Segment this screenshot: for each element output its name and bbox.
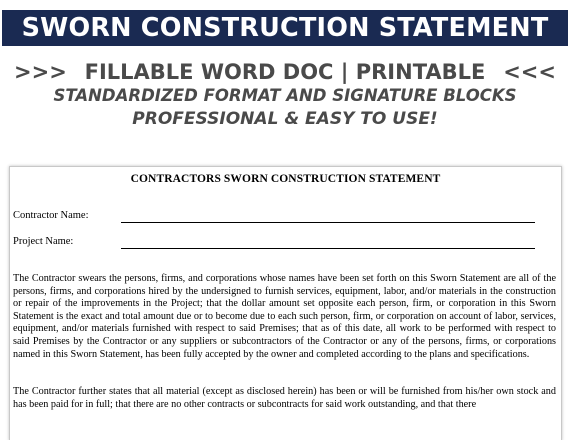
- document-title: CONTRACTORS SWORN CONSTRUCTION STATEMENT: [130, 173, 441, 185]
- document-preview: [9, 166, 562, 440]
- contractor-name-label: Contractor Name:: [13, 210, 89, 221]
- project-name-line: [121, 248, 535, 249]
- tagline-right-arrows: <<<: [503, 60, 556, 84]
- tagline-left-arrows: >>>: [14, 60, 67, 84]
- project-name-label: Project Name:: [13, 236, 74, 247]
- tagline: [0, 57, 570, 87]
- banner-title: SWORN CONSTRUCTION STATEMENT: [2, 10, 568, 46]
- material-paragraph: The Contractor further states that all material (except as disclosed herein) has been or will be furnished from his/her own stock and has been paid for in full; that there are no other contracts or subcontracts for said work outstanding, and that there: [13, 386, 556, 410]
- tagline-text: FILLABLE WORD DOC | PRINTABLE: [84, 60, 486, 84]
- subtitle-format: STANDARDIZED FORMAT AND SIGNATURE BLOCKS: [53, 86, 517, 105]
- subtitle-professional: PROFESSIONAL & EASY TO USE!: [132, 109, 438, 129]
- contractor-name-line: [121, 222, 535, 223]
- statement-paragraph: The Contractor swears the persons, firms, and corporations whose names have been set forth on this Sworn Statement are all of the persons, firms, and corporations hired by the undersigned to furnish services, equipment, labor, and/or materials in the construction or repair of the improvements in the Project; that the dollar amount set opposite each person, firm, or corporation in this Sworn Statement is the exact and total amount due or to become due to each such person, firm, or corporation on account of labor, services, equipment, and/or materials furnished with respect to said Premises; that as of this date, all work to be performed with respect to said Premises by the Contractor or any suppliers or subcontractors of the Contractor or any of the persons, firms, or corporations named in this Sworn Statement, has been fully accepted by the owner and completed according to the plans and specifications.: [13, 273, 556, 360]
